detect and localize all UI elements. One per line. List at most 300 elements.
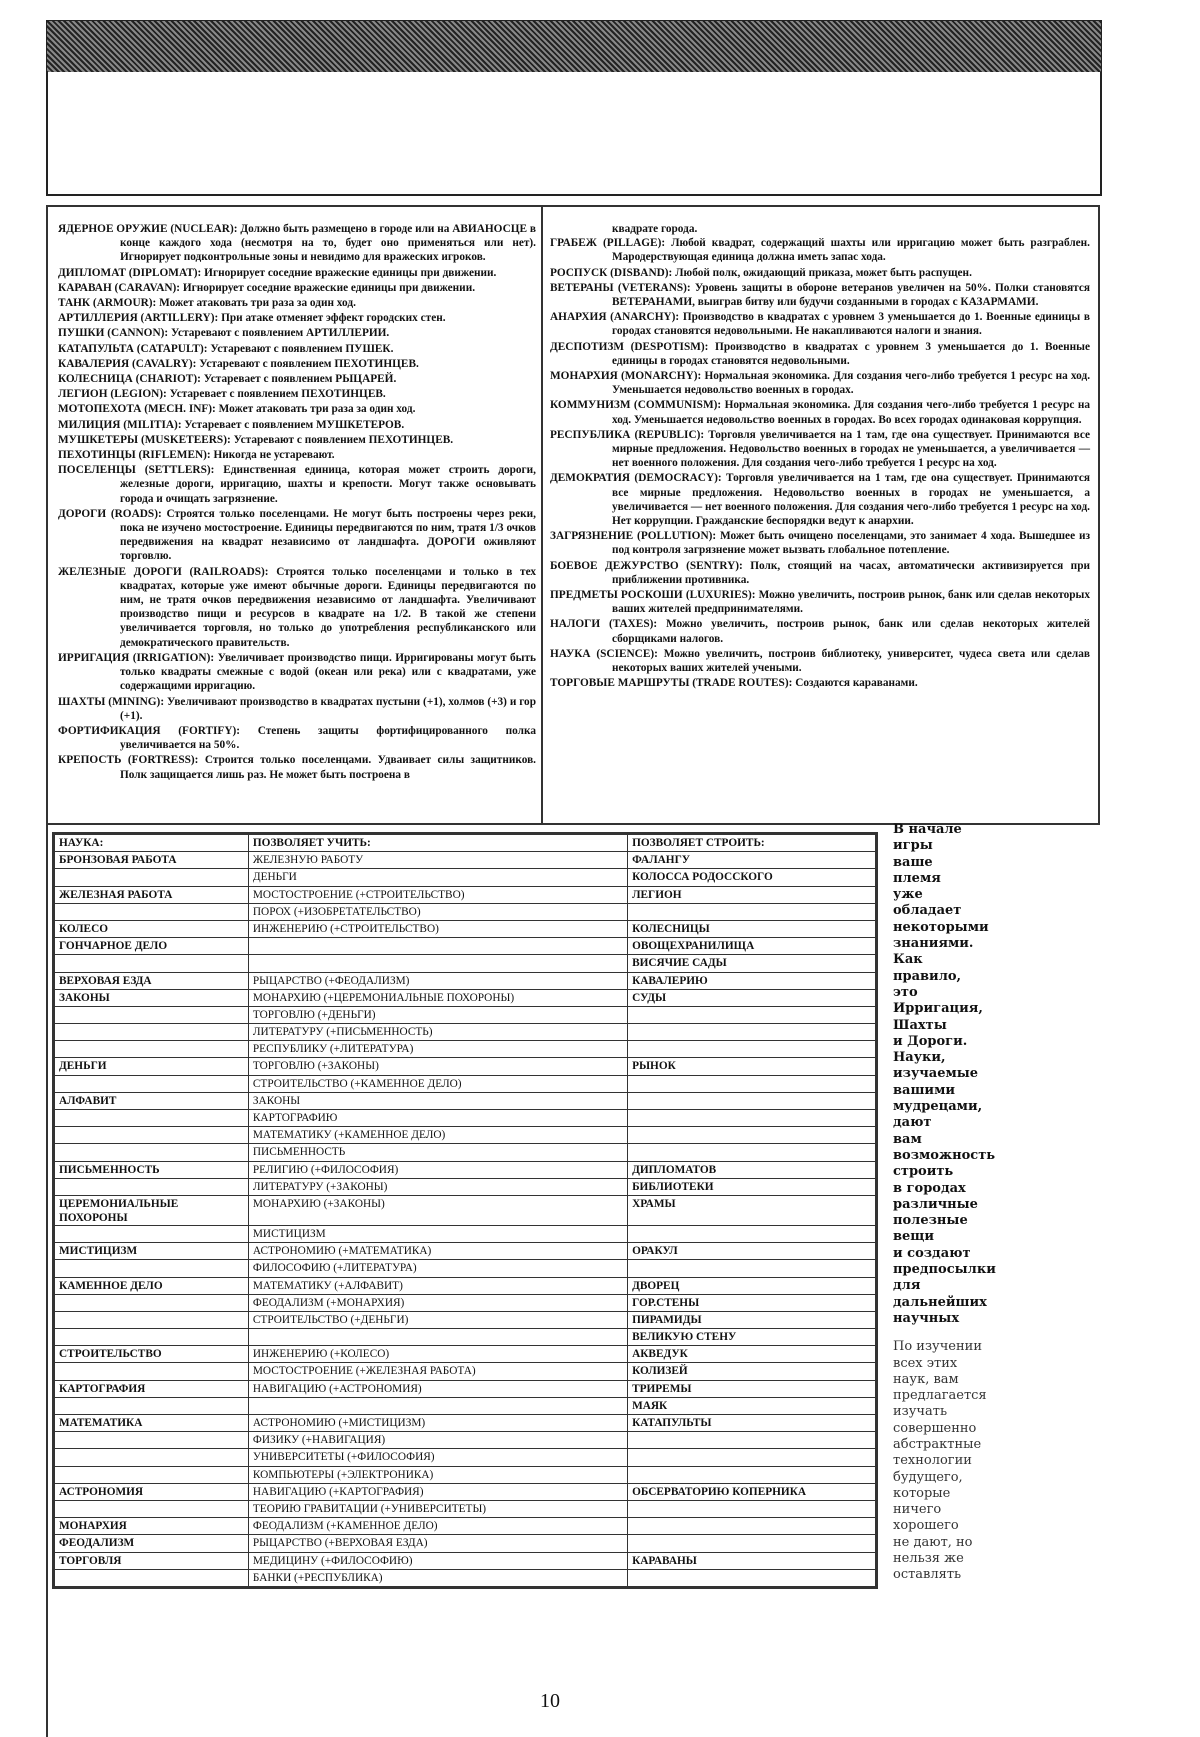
sidebar-line: вам <box>893 1131 922 1147</box>
glossary-entry <box>550 281 1090 309</box>
cell-science: ЗАКОНЫ <box>54 989 249 1006</box>
tech-table-row <box>54 1161 877 1178</box>
tech-table-row <box>54 1178 877 1195</box>
sidebar-line: племя <box>893 870 941 886</box>
cell-allows-learn: РЕСПУБЛИКУ (+ЛИТЕРАТУРА) <box>248 1041 627 1058</box>
tech-table-row <box>54 1329 877 1346</box>
tech-table-row <box>54 1432 877 1449</box>
glossary-definition: Степень защиты фортифицированного полка увеличивается на 50%. <box>120 724 536 752</box>
cell-science <box>54 1500 249 1517</box>
cell-science: ТОРГОВЛЯ <box>54 1552 249 1569</box>
cell-allows-build: ХРАМЫ <box>628 1195 877 1225</box>
glossary-term: КАРАВАН (CARAVAN): <box>58 281 181 294</box>
cell-allows-learn: СТРОИТЕЛЬСТВО (+ДЕНЬГИ) <box>248 1311 627 1328</box>
cell-allows-build: КОЛОССА РОДОССКОГО <box>628 869 877 886</box>
glossary-term: НАУКА (SCIENCE): <box>550 647 658 660</box>
tech-table-row <box>54 1243 877 1260</box>
glossary-entry <box>58 651 536 694</box>
sidebar-line: мудрецами, <box>893 1099 983 1115</box>
tech-table-row <box>54 1311 877 1328</box>
sidebar-line: знаниями. <box>893 936 974 952</box>
sidebar-line: и создают <box>893 1245 971 1261</box>
sidebar-line: Шахты <box>893 1017 947 1033</box>
cell-science: МИСТИЦИЗМ <box>54 1243 249 1260</box>
glossary-entry <box>58 342 536 356</box>
cell-science: КАМЕННОЕ ДЕЛО <box>54 1277 249 1294</box>
glossary-entry <box>550 588 1090 616</box>
sidebar-line: По изучении <box>893 1339 982 1355</box>
header-science: НАУКА: <box>54 834 249 852</box>
cell-allows-learn: РЫЦАРСТВО (+ВЕРХОВАЯ ЕЗДА) <box>248 1535 627 1552</box>
sidebar-line: В начале <box>893 822 962 837</box>
glossary-term: ДОРОГИ (ROADS): <box>58 507 162 520</box>
tech-table-row <box>54 1483 877 1500</box>
cell-allows-learn: МЕДИЦИНУ (+ФИЛОСОФИЮ) <box>248 1552 627 1569</box>
glossary-definition: Создаются караванами. <box>795 677 918 690</box>
glossary-definition: Единственная единица, которая может строить дороги, железные дороги, ирригацию, шахты и крепости. Могут также основывать города и очищать загрязнение. <box>120 464 537 505</box>
glossary-left-column <box>58 222 536 783</box>
cell-science <box>54 1466 249 1483</box>
tech-table-row <box>54 1195 877 1225</box>
cell-science <box>54 1178 249 1195</box>
cell-allows-learn: НАВИГАЦИЮ (+КАРТОГРАФИЯ) <box>248 1483 627 1500</box>
sidebar-line: в городах <box>893 1180 966 1196</box>
cell-science: МОНАРХИЯ <box>54 1518 249 1535</box>
cell-allows-build <box>628 1260 877 1277</box>
tech-table-row <box>54 1277 877 1294</box>
cell-allows-build <box>628 1432 877 1449</box>
glossary-entry <box>58 463 536 506</box>
tech-table-row <box>54 1552 877 1569</box>
sidebar-line: правило, <box>893 968 962 984</box>
sidebar-paragraph-2 <box>893 1339 1093 1583</box>
glossary-definition: Устаревают с появлением ПЕХОТИНЦЕВ. <box>199 357 419 370</box>
glossary-term: АРТИЛЛЕРИЯ (ARTILLERY): <box>58 312 219 325</box>
tech-table-row <box>54 989 877 1006</box>
sidebar-line: некоторыми <box>893 919 989 935</box>
cell-allows-learn: БАНКИ (+РЕСПУБЛИКА) <box>248 1569 627 1587</box>
cell-allows-build: КОЛИЗЕЙ <box>628 1363 877 1380</box>
glossary-definition: Торговля увеличивается на 1 там, где она существует. Принимаются все мирные предложения. Недовольство военных в городах не уменьшается, а увеличивается — нет военного положения. Для создания чего-либо требуется 1 ресурс на ход. <box>612 428 1090 470</box>
cell-science <box>54 1006 249 1023</box>
glossary-term: ЗАГРЯЗНЕНИЕ (POLLUTION): <box>550 530 717 543</box>
glossary-definition: Строятся только поселенцами. Не могут быть построены через реки, пока не изучено мостостроение. Единицы передвигаются по ним, тратя 1/3 очков передвижения на квадрат независимо от ландшафта. ДОРОГИ оживляют торговлю. <box>120 507 536 563</box>
cell-allows-build: ОРАКУЛ <box>628 1243 877 1260</box>
cell-science: КОЛЕСО <box>54 920 249 937</box>
glossary-term: КРЕПОСТЬ (FORTRESS): <box>58 754 199 767</box>
cell-allows-learn: КАРТОГРАФИЮ <box>248 1110 627 1127</box>
glossary-term: КОЛЕСНИЦА (CHARIOT): <box>58 373 201 386</box>
cell-science: ЦЕРЕМОНИАЛЬНЫЕ ПОХОРОНЫ <box>54 1195 249 1225</box>
sidebar-line: научных <box>893 1310 960 1326</box>
sidebar-line: изучать <box>893 1404 948 1420</box>
cell-allows-build: КАВАЛЕРИЮ <box>628 972 877 989</box>
glossary-continuation: квадрате города. <box>612 223 698 235</box>
glossary-definition: Должно быть размещено в городе или на АВИАНОСЦЕ в конце каждого хода (несмотря на то, будет оно применяться или нет). Игнорирует подконтрольные зоны и невидимо для вражеских игроков. <box>120 223 536 264</box>
sidebar-line: которые <box>893 1485 951 1501</box>
cell-allows-learn: ИНЖЕНЕРИЮ (+СТРОИТЕЛЬСТВО) <box>248 920 627 937</box>
glossary-definition: Устаревают с появлением АРТИЛЛЕРИИ. <box>170 327 390 340</box>
cell-science <box>54 1311 249 1328</box>
sidebar-note <box>893 822 1093 1584</box>
tech-table-row <box>54 1518 877 1535</box>
glossary-term: ПУШКИ (CANNON): <box>58 327 169 340</box>
cell-allows-build <box>628 1041 877 1058</box>
sidebar-line: технологии <box>893 1453 972 1469</box>
cell-science <box>54 1260 249 1277</box>
glossary-definition: Может атаковать три раза за один ход. <box>218 403 416 416</box>
sidebar-line: и Дороги. <box>893 1033 968 1049</box>
tech-table-header <box>54 834 877 852</box>
sidebar-line: уже <box>893 887 923 903</box>
tech-table-row <box>54 1075 877 1092</box>
sidebar-line: вашими <box>893 1082 956 1098</box>
glossary-definition: Любой квадрат, содержащий шахты или ирригацию может быть разграблен. Мародерствующая единица должна иметь запас хода. <box>612 237 1090 264</box>
tech-table-row <box>54 1110 877 1127</box>
cell-allows-learn: МАТЕМАТИКУ (+КАМЕННОЕ ДЕЛО) <box>248 1127 627 1144</box>
cell-allows-build <box>628 1127 877 1144</box>
glossary-term: ГРАБЕЖ (PILLAGE): <box>550 237 666 250</box>
cell-allows-learn: ЛИТЕРАТУРУ (+ПИСЬМЕННОСТЬ) <box>248 1024 627 1041</box>
tech-table-row <box>54 920 877 937</box>
glossary-definition: Любой полк, ожидающий приказа, может быть распущен. <box>675 266 972 279</box>
glossary-definition: Нормальная экономика. Для создания чего-либо требуется 1 ресурс на ход. Уменьшается недовольство военных в городах. Во всех городах одинаковая коррупция. <box>612 399 1090 426</box>
cell-allows-build: ЛЕГИОН <box>628 886 877 903</box>
cell-allows-build: ГОР.СТЕНЫ <box>628 1294 877 1311</box>
glossary-term: МОНАРХИЯ (MONARCHY): <box>550 370 702 383</box>
glossary-term: ПРЕДМЕТЫ РОСКОШИ (LUXURIES): <box>550 589 756 602</box>
sidebar-line: дальнейших <box>893 1294 987 1310</box>
cell-allows-build <box>628 1535 877 1552</box>
frame-right-rule <box>1098 205 1100 825</box>
cell-science <box>54 1110 249 1127</box>
glossary-entry <box>550 617 1090 645</box>
glossary-definition: Можно увеличить, построив рынок, банк или сделав некоторых ваших жителей предпринимателями. <box>612 589 1090 616</box>
cell-allows-build: БИБЛИОТЕКИ <box>628 1178 877 1195</box>
glossary-definition: Можно увеличить, построив библиотеку, университет, чудеса света или сделав некоторых ваших жителей учеными. <box>612 647 1091 675</box>
cell-allows-learn: МОНАРХИЮ (+ЦЕРЕМОНИАЛЬНЫЕ ПОХОРОНЫ) <box>248 989 627 1006</box>
tech-table-row <box>54 1535 877 1552</box>
glossary-definition: Игнорирует соседние вражеские единицы при движении. <box>182 281 476 294</box>
column-divider <box>541 205 543 823</box>
cell-allows-build: ВЕЛИКУЮ СТЕНУ <box>628 1329 877 1346</box>
glossary-entry <box>550 236 1090 264</box>
glossary-definition: Устаревают с появлением ПЕХОТИНЦЕВ. <box>233 433 454 446</box>
cell-allows-learn: ТЕОРИЮ ГРАВИТАЦИИ (+УНИВЕРСИТЕТЫ) <box>248 1500 627 1517</box>
cell-allows-learn: МОСТОСТРОЕНИЕ (+СТРОИТЕЛЬСТВО) <box>248 886 627 903</box>
cell-allows-learn: СТРОИТЕЛЬСТВО (+КАМЕННОЕ ДЕЛО) <box>248 1075 627 1092</box>
glossary-definition: Торговля увеличивается на 1 там, где она существует. Принимаются все мирные предложения. Недовольство военных в городах не уменьшается, а увеличивается — нет военного положения. Для создания чего-либо требуется 1 ресурс на ход. Нет коррупции. Гражданские беспорядки ведут к анархии. <box>612 472 1090 528</box>
cell-allows-build: ТРИРЕМЫ <box>628 1380 877 1397</box>
cell-allows-build <box>628 1466 877 1483</box>
sidebar-line: Ирригация, <box>893 1001 983 1017</box>
glossary-definition: Увеличивает производство пищи. Ирригированы могут быть только квадраты смежные с водой (океан или река) или с квадратами, уже содержащими ирригацию. <box>120 651 536 693</box>
glossary-definition: Уровень защиты в обороне ветеранов увеличен на 50%. Полки становятся ВЕТЕРАНАМИ, выиграв битву или будучи созданными в городах с КАЗАРМАМИ. <box>612 281 1090 309</box>
glossary-term: ДЕМОКРАТИЯ (DEMOCRACY): <box>550 472 722 485</box>
glossary-term: АНАРХИЯ (ANARCHY): <box>550 311 680 324</box>
tech-table-row <box>54 1006 877 1023</box>
cell-allows-learn: МАТЕМАТИКУ (+АЛФАВИТ) <box>248 1277 627 1294</box>
tech-table-row <box>54 903 877 920</box>
tech-table-row <box>54 1225 877 1242</box>
cell-allows-build <box>628 1075 877 1092</box>
tech-table-row <box>54 1466 877 1483</box>
glossary-right-column <box>550 222 1090 692</box>
glossary-term: ШАХТЫ (MINING): <box>58 695 165 708</box>
glossary-term: ВЕТЕРАНЫ (VETERANS): <box>550 281 691 294</box>
cell-allows-learn: ДЕНЬГИ <box>248 869 627 886</box>
cell-science <box>54 1041 249 1058</box>
glossary-entry <box>58 281 536 295</box>
cell-allows-build <box>628 903 877 920</box>
glossary-entry <box>550 340 1090 368</box>
cell-allows-build <box>628 1225 877 1242</box>
header-allows-learn: ПОЗВОЛЯЕТ УЧИТЬ: <box>248 834 627 852</box>
cell-allows-learn: ЛИТЕРАТУРУ (+ЗАКОНЫ) <box>248 1178 627 1195</box>
glossary-entry <box>58 296 536 310</box>
glossary-entry <box>550 471 1090 528</box>
glossary-term: ЖЕЛЕЗНЫЕ ДОРОГИ (RAILROADS): <box>58 565 269 578</box>
glossary-term: КАВАЛЕРИЯ (CAVALRY): <box>58 357 197 370</box>
sidebar-line: Науки, <box>893 1050 946 1066</box>
glossary-entry <box>58 372 536 386</box>
cell-science: ЖЕЛЕЗНАЯ РАБОТА <box>54 886 249 903</box>
cell-allows-learn: ФЕОДАЛИЗМ (+КАМЕННОЕ ДЕЛО) <box>248 1518 627 1535</box>
header-empty-box <box>46 72 1102 196</box>
glossary-definition: Устаревает с появлением МУШКЕТЕРОВ. <box>184 418 405 431</box>
sidebar-line: нельзя же <box>893 1551 964 1567</box>
sidebar-line: различные <box>893 1196 978 1212</box>
cell-science: КАРТОГРАФИЯ <box>54 1380 249 1397</box>
glossary-definition: Увеличивают производство в квадратах пустыни (+1), холмов (+3) и гор (+1). <box>120 695 536 722</box>
glossary-definition: Можно увеличить, построив рынок, банк или сделав некоторых жителей сборщиками налогов. <box>612 618 1090 645</box>
cell-allows-build <box>628 1092 877 1109</box>
tech-table-row <box>54 1058 877 1075</box>
cell-allows-learn: ИНЖЕНЕРИЮ (+КОЛЕСО) <box>248 1346 627 1363</box>
tech-table-row <box>54 1397 877 1414</box>
cell-science: ДЕНЬГИ <box>54 1058 249 1075</box>
tech-table-row <box>54 1569 877 1587</box>
cell-allows-learn: РЫЦАРСТВО (+ФЕОДАЛИЗМ) <box>248 972 627 989</box>
cell-allows-learn: АСТРОНОМИЮ (+МИСТИЦИЗМ) <box>248 1415 627 1432</box>
cell-allows-learn: МИСТИЦИЗМ <box>248 1225 627 1242</box>
header-halftone-band <box>46 20 1102 74</box>
glossary-term: НАЛОГИ (TAXES): <box>550 618 658 631</box>
cell-allows-learn: ЗАКОНЫ <box>248 1092 627 1109</box>
sidebar-line: не дают, но <box>893 1534 973 1550</box>
glossary-entry <box>58 433 536 447</box>
sidebar-line: наук, вам <box>893 1371 959 1387</box>
glossary-definition: Нормальная экономика. Для создания чего-либо требуется 1 ресурс на ход. Уменьшается недовольство военных в городах. <box>612 370 1091 397</box>
tech-table-row <box>54 1041 877 1058</box>
cell-allows-build: ДВОРЕЦ <box>628 1277 877 1294</box>
cell-science <box>54 1127 249 1144</box>
sidebar-line: оставлять <box>893 1567 962 1583</box>
tech-table <box>52 832 878 1589</box>
cell-allows-build <box>628 1144 877 1161</box>
glossary-term: БОЕВОЕ ДЕЖУРСТВО (SENTRY): <box>550 559 743 572</box>
page-number: 10 <box>540 1690 560 1712</box>
glossary-definition: Никогда не устаревают. <box>213 449 335 462</box>
cell-allows-build: ФАЛАНГУ <box>628 852 877 869</box>
glossary-term: ТАНК (ARMOUR): <box>58 297 157 310</box>
cell-allows-build: КОЛЕСНИЦЫ <box>628 920 877 937</box>
glossary-entry <box>58 418 536 432</box>
glossary-definition: Устаревают с появлением ПУШЕК. <box>210 342 394 355</box>
glossary-definition: Может быть очищено поселенцами, это занимает 4 хода. Вышедшее из под контроля загрязнение может вызвать глобальное потепление. <box>612 530 1090 557</box>
cell-science: АЛФАВИТ <box>54 1092 249 1109</box>
cell-allows-learn: ТОРГОВЛЮ (+ЗАКОНЫ) <box>248 1058 627 1075</box>
sidebar-line: ваше <box>893 854 933 870</box>
cell-science <box>54 1024 249 1041</box>
cell-science <box>54 1569 249 1587</box>
glossary-term: ИРРИГАЦИЯ (IRRIGATION): <box>58 651 215 664</box>
sidebar-line: дают <box>893 1115 932 1131</box>
cell-allows-learn <box>248 955 627 972</box>
cell-science <box>54 1329 249 1346</box>
glossary-term: ПЕХОТИНЦЫ (RIFLEMEN): <box>58 449 211 462</box>
glossary-term: РЕСПУБЛИКА (REPUBLIC): <box>550 428 705 441</box>
sidebar-line: вещи <box>893 1229 935 1245</box>
cell-science: ФЕОДАЛИЗМ <box>54 1535 249 1552</box>
cell-allows-learn: ЖЕЛЕЗНУЮ РАБОТУ <box>248 852 627 869</box>
glossary-entry <box>550 369 1090 397</box>
cell-allows-learn: НАВИГАЦИЮ (+АСТРОНОМИЯ) <box>248 1380 627 1397</box>
glossary-term: МУШКЕТЕРЫ (MUSKETEERS): <box>58 433 231 446</box>
glossary-entry <box>58 326 536 340</box>
sidebar-line: совершенно <box>893 1420 977 1436</box>
glossary-entry <box>550 676 1090 690</box>
tech-table-row <box>54 955 877 972</box>
glossary-definition: Устаревает с появлением РЫЦАРЕЙ. <box>203 373 397 386</box>
glossary-definition: Игнорирует соседние вражеские единицы при движении. <box>204 266 497 279</box>
cell-allows-build: КАРАВАНЫ <box>628 1552 877 1569</box>
tech-table-row <box>54 869 877 886</box>
cell-allows-build <box>628 1024 877 1041</box>
cell-allows-build: МАЯК <box>628 1397 877 1414</box>
glossary-entry <box>550 310 1090 338</box>
cell-allows-build <box>628 1449 877 1466</box>
sidebar-line: полезные <box>893 1213 968 1229</box>
cell-allows-learn: ПИСЬМЕННОСТЬ <box>248 1144 627 1161</box>
glossary-entry <box>550 559 1090 587</box>
tech-table-row <box>54 1363 877 1380</box>
sidebar-line: абстрактные <box>893 1436 982 1452</box>
glossary-term: МОТОПЕХОТА (MECH. INF): <box>58 403 216 416</box>
glossary-term: РОСПУСК (DISBAND): <box>550 266 673 279</box>
tech-table-row <box>54 1024 877 1041</box>
glossary-entry <box>58 724 536 752</box>
sidebar-line: всех этих <box>893 1355 958 1371</box>
cell-science: МАТЕМАТИКА <box>54 1415 249 1432</box>
tech-table-row <box>54 1449 877 1466</box>
tech-table-row <box>54 1500 877 1517</box>
sidebar-line: предлагается <box>893 1388 987 1404</box>
glossary-definition: Производство в квадратах с уровнем 3 уменьшается до 1. Военные единицы в городах становятся недовольными. <box>612 340 1091 367</box>
glossary-term: ТОРГОВЫЕ МАРШРУТЫ (TRADE ROUTES): <box>550 677 793 690</box>
sidebar-line: изучаемые <box>893 1066 979 1082</box>
cell-allows-learn: КОМПЬЮТЕРЫ (+ЭЛЕКТРОНИКА) <box>248 1466 627 1483</box>
glossary-definition: Может атаковать три раза за один ход. <box>159 297 356 310</box>
sidebar-line: обладает <box>893 903 962 919</box>
glossary-term: КОММУНИЗМ (COMMUNISM): <box>550 399 722 412</box>
sidebar-line: хорошего <box>893 1518 959 1534</box>
glossary-entry <box>58 448 536 462</box>
cell-allows-learn <box>248 1329 627 1346</box>
glossary-definition: Строится только поселенцами. Удваивает силы защитников. Полк защищается лишь раз. Не может быть построена в <box>120 754 536 781</box>
glossary-term: ФОРТИФИКАЦИЯ (FORTIFY): <box>58 724 241 737</box>
cell-allows-learn <box>248 1397 627 1414</box>
tech-table-row <box>54 938 877 955</box>
sidebar-line: строить <box>893 1164 954 1180</box>
glossary-definition: Устаревает с появлением ПЕХОТИНЦЕВ. <box>169 388 386 401</box>
sidebar-paragraph-1 <box>893 822 1093 1327</box>
cell-science <box>54 1363 249 1380</box>
sidebar-line: возможность <box>893 1147 996 1163</box>
glossary-entry <box>58 387 536 401</box>
cell-allows-build <box>628 1518 877 1535</box>
glossary-entry <box>58 695 536 723</box>
sidebar-line: будущего, <box>893 1469 963 1485</box>
glossary-entry <box>550 647 1090 675</box>
cell-allows-learn: УНИВЕРСИТЕТЫ (+ФИЛОСОФИЯ) <box>248 1449 627 1466</box>
cell-science: ВЕРХОВАЯ ЕЗДА <box>54 972 249 989</box>
glossary-entry <box>550 398 1090 426</box>
tech-table-row <box>54 1294 877 1311</box>
tech-table-row <box>54 1260 877 1277</box>
cell-science <box>54 1294 249 1311</box>
cell-allows-learn: ТОРГОВЛЮ (+ДЕНЬГИ) <box>248 1006 627 1023</box>
glossary-entry <box>550 529 1090 557</box>
tech-table-row <box>54 852 877 869</box>
glossary-entry <box>550 266 1090 280</box>
glossary-entry <box>58 565 536 650</box>
glossary-term: ЯДЕРНОЕ ОРУЖИЕ (NUCLEAR): <box>58 223 238 235</box>
glossary-term: КАТАПУЛЬТА (CATAPULT): <box>58 342 208 355</box>
sidebar-line: игры <box>893 838 933 854</box>
tech-table-row <box>54 972 877 989</box>
cell-allows-build: ОВОЩЕХРАНИЛИЩА <box>628 938 877 955</box>
sidebar-line: Как <box>893 952 923 968</box>
cell-allows-build: ВИСЯЧИЕ САДЫ <box>628 955 877 972</box>
tech-table-row <box>54 1380 877 1397</box>
glossary-entry <box>58 222 536 265</box>
glossary-term: ДИПЛОМАТ (DIPLOMAT): <box>58 266 202 279</box>
tech-table-row <box>54 1092 877 1109</box>
cell-science: АСТРОНОМИЯ <box>54 1483 249 1500</box>
glossary-term: МИЛИЦИЯ (MILITIA): <box>58 418 182 431</box>
glossary-entry <box>58 266 536 280</box>
cell-allows-build <box>628 1500 877 1517</box>
cell-allows-build <box>628 1569 877 1587</box>
cell-allows-learn: РЕЛИГИЮ (+ФИЛОСОФИЯ) <box>248 1161 627 1178</box>
cell-allows-learn: АСТРОНОМИЮ (+МАТЕМАТИКА) <box>248 1243 627 1260</box>
glossary-term: ДЕСПОТИЗМ (DESPOTISM): <box>550 340 709 353</box>
cell-science <box>54 903 249 920</box>
cell-science <box>54 955 249 972</box>
glossary-entry <box>58 753 536 781</box>
cell-allows-build: АКВЕДУК <box>628 1346 877 1363</box>
cell-science <box>54 1397 249 1414</box>
glossary-definition: Производство в квадратах с уровнем 3 уменьшается до 1. Военные единицы в городах становятся недовольными. Не накапливаются налоги и знания. <box>612 311 1090 338</box>
cell-science: ГОНЧАРНОЕ ДЕЛО <box>54 938 249 955</box>
tech-table-row <box>54 1144 877 1161</box>
cell-allows-learn: ПОРОХ (+ИЗОБРЕТАТЕЛЬСТВО) <box>248 903 627 920</box>
cell-science <box>54 1432 249 1449</box>
glossary-definition: Полк, стоящий на часах, автоматически активизируется при приближении противника. <box>612 559 1090 586</box>
header-allows-build: ПОЗВОЛЯЕТ СТРОИТЬ: <box>628 834 877 852</box>
glossary-entry <box>58 357 536 371</box>
